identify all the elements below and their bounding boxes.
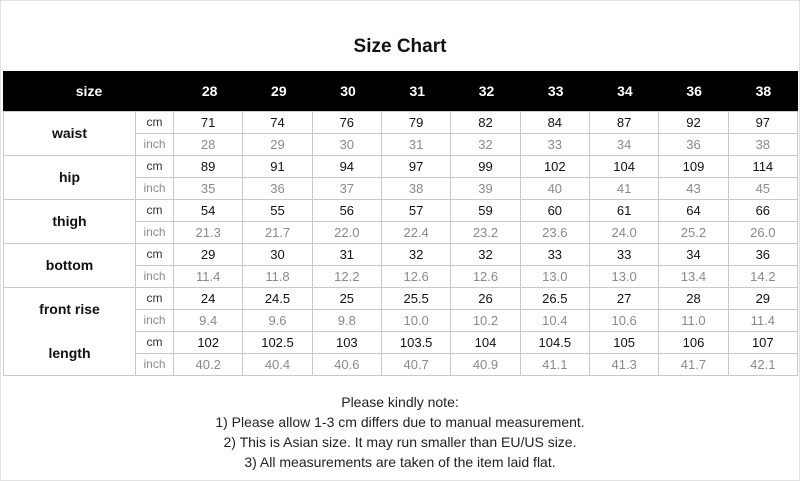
value-cell: 105	[589, 332, 658, 354]
value-cell: 29	[728, 288, 797, 310]
value-cell: 32	[451, 244, 520, 266]
value-cell: 114	[728, 156, 797, 178]
value-cell: 97	[381, 156, 450, 178]
unit-cell: inch	[136, 178, 174, 200]
value-cell: 74	[243, 112, 312, 134]
value-cell: 11.0	[659, 310, 728, 332]
value-cell: 104	[589, 156, 658, 178]
value-cell: 103	[312, 332, 381, 354]
size-header-cell: 36	[686, 83, 702, 99]
value-cell: 11.4	[174, 266, 243, 288]
size-header-cell: 28	[201, 83, 218, 99]
value-cell: 29	[174, 244, 243, 266]
value-cell: 32	[381, 244, 450, 266]
value-cell: 66	[728, 200, 797, 222]
size-header-row	[3, 71, 798, 111]
value-cell: 13.4	[659, 266, 728, 288]
value-cell: 60	[520, 200, 589, 222]
value-cell: 61	[589, 200, 658, 222]
value-cell: 12.6	[381, 266, 450, 288]
unit-cell: cm	[136, 244, 174, 266]
value-cell: 11.4	[728, 310, 797, 332]
value-cell: 28	[659, 288, 728, 310]
value-cell: 28	[174, 134, 243, 156]
value-cell: 57	[381, 200, 450, 222]
value-cell: 102	[520, 156, 589, 178]
notes-section	[0, 392, 800, 472]
value-cell: 10.6	[589, 310, 658, 332]
value-cell: 23.6	[520, 222, 589, 244]
measurement-label: bottom	[4, 244, 136, 288]
size-header-cell: 30	[340, 83, 356, 99]
value-cell: 55	[243, 200, 312, 222]
value-cell: 102	[174, 332, 243, 354]
value-cell: 26	[451, 288, 520, 310]
value-cell: 87	[589, 112, 658, 134]
unit-cell: inch	[136, 310, 174, 332]
value-cell: 25	[312, 288, 381, 310]
value-cell: 82	[451, 112, 520, 134]
value-cell: 79	[381, 112, 450, 134]
chart-title: Size Chart	[353, 36, 447, 57]
value-cell: 40	[520, 178, 589, 200]
value-cell: 56	[312, 200, 381, 222]
value-cell: 104	[451, 332, 520, 354]
value-cell: 94	[312, 156, 381, 178]
value-cell: 76	[312, 112, 381, 134]
value-cell: 24	[174, 288, 243, 310]
value-cell: 92	[659, 112, 728, 134]
unit-cell: inch	[136, 266, 174, 288]
value-cell: 29	[243, 134, 312, 156]
note-item: 3) All measurements are taken of the item laid flat.	[244, 454, 556, 470]
value-cell: 45	[728, 178, 797, 200]
value-cell: 11.8	[243, 266, 312, 288]
size-header-cell: 32	[478, 83, 495, 99]
value-cell: 10.0	[381, 310, 450, 332]
value-cell: 24.0	[589, 222, 658, 244]
measurement-label: hip	[4, 156, 136, 200]
value-cell: 24.5	[243, 288, 312, 310]
value-cell: 12.6	[451, 266, 520, 288]
value-cell: 25.2	[659, 222, 728, 244]
value-cell: 109	[659, 156, 728, 178]
size-header-cell: 33	[547, 83, 564, 99]
value-cell: 26.5	[520, 288, 589, 310]
value-cell: 102.5	[243, 332, 312, 354]
unit-cell: cm	[136, 288, 174, 310]
value-cell: 23.2	[451, 222, 520, 244]
value-cell: 36	[243, 178, 312, 200]
value-cell: 9.4	[174, 310, 243, 332]
value-cell: 41	[589, 178, 658, 200]
size-header-cell: 34	[617, 83, 633, 99]
value-cell: 35	[174, 178, 243, 200]
value-cell: 13.0	[520, 266, 589, 288]
size-header-cell: 38	[755, 83, 772, 99]
value-cell: 107	[728, 332, 797, 354]
value-cell: 106	[659, 332, 728, 354]
value-cell: 40.9	[451, 354, 520, 376]
value-cell: 12.2	[312, 266, 381, 288]
value-cell: 27	[589, 288, 658, 310]
value-cell: 89	[174, 156, 243, 178]
value-cell: 91	[243, 156, 312, 178]
value-cell: 13.0	[589, 266, 658, 288]
value-cell: 41.7	[659, 354, 728, 376]
value-cell: 33	[520, 134, 589, 156]
unit-cell: cm	[136, 112, 174, 134]
value-cell: 31	[381, 134, 450, 156]
value-cell: 34	[589, 134, 658, 156]
value-cell: 34	[659, 244, 728, 266]
unit-cell: cm	[136, 332, 174, 354]
measurement-label: waist	[4, 112, 136, 156]
table-row	[4, 200, 798, 222]
value-cell: 25.5	[381, 288, 450, 310]
table-row	[4, 112, 798, 134]
note-item: 1) Please allow 1-3 cm differs due to manual measurement.	[215, 414, 585, 430]
value-cell: 103.5	[381, 332, 450, 354]
value-cell: 36	[728, 244, 797, 266]
size-table	[3, 111, 798, 376]
value-cell: 10.2	[451, 310, 520, 332]
table-row	[4, 288, 798, 310]
value-cell: 104.5	[520, 332, 589, 354]
value-cell: 41.3	[589, 354, 658, 376]
value-cell: 22.4	[381, 222, 450, 244]
size-header-label: size	[75, 83, 103, 99]
unit-cell: inch	[136, 134, 174, 156]
value-cell: 32	[451, 134, 520, 156]
unit-cell: inch	[136, 222, 174, 244]
value-cell: 22.0	[312, 222, 381, 244]
size-header-cell: 31	[409, 83, 426, 99]
measurement-label: length	[4, 332, 136, 376]
value-cell: 26.0	[728, 222, 797, 244]
value-cell: 9.8	[312, 310, 381, 332]
unit-cell: cm	[136, 200, 174, 222]
value-cell: 36	[659, 134, 728, 156]
value-cell: 40.4	[243, 354, 312, 376]
value-cell: 42.1	[728, 354, 797, 376]
value-cell: 31	[312, 244, 381, 266]
note-item: 2) This is Asian size. It may run smaller than EU/US size.	[223, 434, 577, 450]
value-cell: 54	[174, 200, 243, 222]
value-cell: 9.6	[243, 310, 312, 332]
measurement-label: thigh	[4, 200, 136, 244]
value-cell: 64	[659, 200, 728, 222]
value-cell: 21.3	[174, 222, 243, 244]
unit-cell: cm	[136, 156, 174, 178]
measurement-label: front rise	[4, 288, 136, 332]
value-cell: 59	[451, 200, 520, 222]
value-cell: 84	[520, 112, 589, 134]
value-cell: 30	[312, 134, 381, 156]
value-cell: 39	[451, 178, 520, 200]
value-cell: 40.2	[174, 354, 243, 376]
value-cell: 40.7	[381, 354, 450, 376]
unit-cell: inch	[136, 354, 174, 376]
notes-heading: Please kindly note:	[341, 394, 459, 410]
value-cell: 41.1	[520, 354, 589, 376]
value-cell: 14.2	[728, 266, 797, 288]
value-cell: 40.6	[312, 354, 381, 376]
value-cell: 33	[520, 244, 589, 266]
table-row	[4, 244, 798, 266]
table-row	[4, 156, 798, 178]
size-header-cell: 29	[271, 83, 287, 99]
value-cell: 30	[243, 244, 312, 266]
value-cell: 99	[451, 156, 520, 178]
value-cell: 71	[174, 112, 243, 134]
value-cell: 43	[659, 178, 728, 200]
value-cell: 21.7	[243, 222, 312, 244]
table-row	[4, 332, 798, 354]
value-cell: 38	[381, 178, 450, 200]
value-cell: 97	[728, 112, 797, 134]
value-cell: 38	[728, 134, 797, 156]
value-cell: 33	[589, 244, 658, 266]
value-cell: 10.4	[520, 310, 589, 332]
value-cell: 37	[312, 178, 381, 200]
